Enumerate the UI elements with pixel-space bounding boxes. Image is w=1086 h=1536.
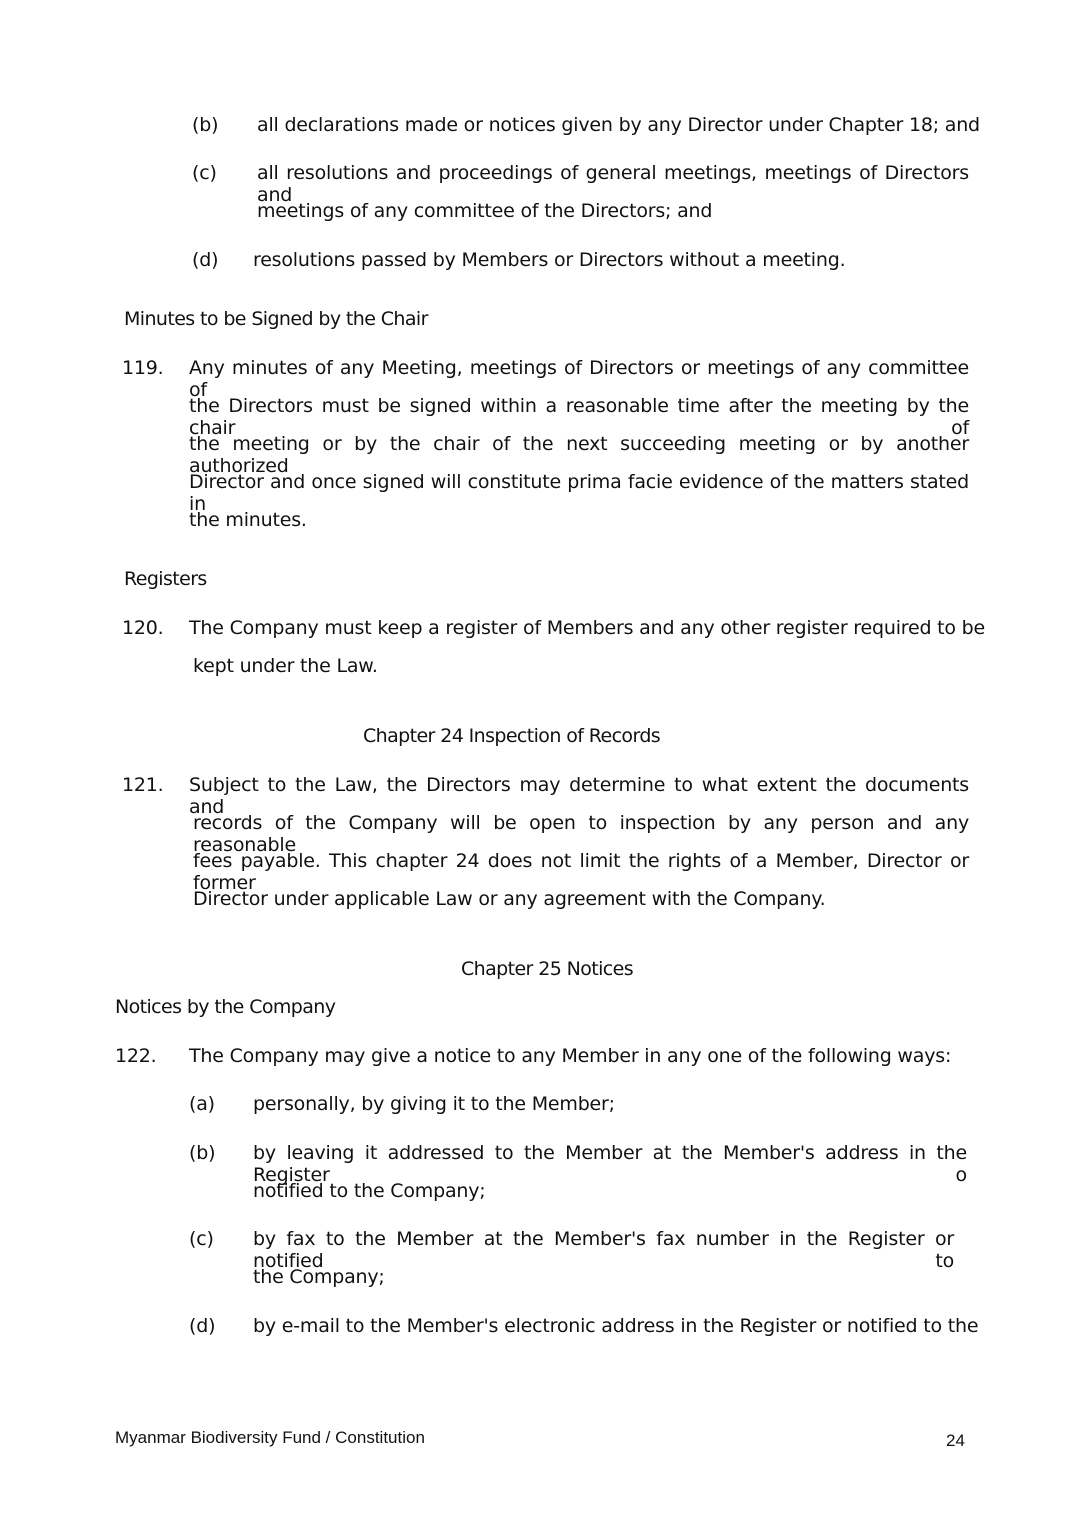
notice-label-a: (a) — [189, 1093, 215, 1115]
notice-label-d: (d) — [189, 1315, 216, 1337]
clause-119-line-5: the minutes. — [189, 509, 307, 531]
list-label-b: (b) — [192, 114, 219, 136]
clause-120-line-2: kept under the Law. — [193, 655, 378, 677]
list-item-d-line-1: resolutions passed by Members or Directors without a meeting. — [253, 249, 846, 271]
clause-121-line-2: records of the Company will be open to inspection by any person and any reasonable — [193, 812, 969, 856]
notice-label-b: (b) — [189, 1142, 216, 1164]
heading-registers: Registers — [124, 568, 207, 590]
notice-item-b-line-2: notified to the Company; — [253, 1180, 486, 1202]
chapter-24-title: Chapter 24 Inspection of Records — [363, 725, 661, 747]
clause-121-line-1: Subject to the Law, the Directors may determine to what extent the documents and — [189, 774, 969, 818]
clause-number-122: 122. — [115, 1045, 157, 1067]
notice-item-a-line-1: personally, by giving it to the Member; — [253, 1093, 615, 1115]
list-item-c-line-2: meetings of any committee of the Directors; and — [257, 200, 713, 222]
clause-121-line-4: Director under applicable Law or any agreement with the Company. — [193, 888, 826, 910]
footer-document-title: Myanmar Biodiversity Fund / Constitution — [115, 1428, 425, 1447]
heading-minutes-signed: Minutes to be Signed by the Chair — [124, 308, 428, 330]
notice-item-c-line-2: the Company; — [253, 1266, 385, 1288]
clause-122-intro: The Company may give a notice to any Member in any one of the following ways: — [189, 1045, 952, 1067]
list-label-c: (c) — [192, 162, 217, 184]
clause-119-line-3: the meeting or by the chair of the next succeeding meeting or by another authorized — [189, 433, 969, 477]
clause-119-line-4: Director and once signed will constitute prima facie evidence of the matters stated in — [189, 471, 969, 515]
clause-119-line-2: the Directors must be signed within a reasonable time after the meeting by the chair of — [189, 395, 969, 439]
notice-item-d-line-1: by e-mail to the Member's electronic address in the Register or notified to the — [253, 1315, 979, 1337]
list-label-d: (d) — [192, 249, 219, 271]
clause-number-120: 120. — [122, 617, 164, 639]
clause-121-line-3: fees payable. This chapter 24 does not limit the rights of a Member, Director or former — [193, 850, 969, 894]
clause-number-119: 119. — [122, 357, 164, 379]
list-item-c-line-1: all resolutions and proceedings of general meetings, meetings of Directors and — [257, 162, 969, 206]
page-number: 24 — [946, 1431, 965, 1450]
clause-119-line-1: Any minutes of any Meeting, meetings of Directors or meetings of any committee of — [189, 357, 969, 401]
notice-item-b-line-1: by leaving it addressed to the Member at the Member's address in the Register o — [253, 1142, 967, 1186]
heading-notices-by-company: Notices by the Company — [115, 996, 336, 1018]
clause-number-121: 121. — [122, 774, 164, 796]
list-item-b-line-1: all declarations made or notices given by any Director under Chapter 18; and — [257, 114, 980, 136]
clause-120-line-1: The Company must keep a register of Members and any other register required to be — [189, 617, 986, 639]
chapter-25-title: Chapter 25 Notices — [461, 958, 634, 980]
notice-label-c: (c) — [189, 1228, 214, 1250]
notice-item-c-line-1: by fax to the Member at the Member's fax number in the Register or notified to — [253, 1228, 954, 1272]
